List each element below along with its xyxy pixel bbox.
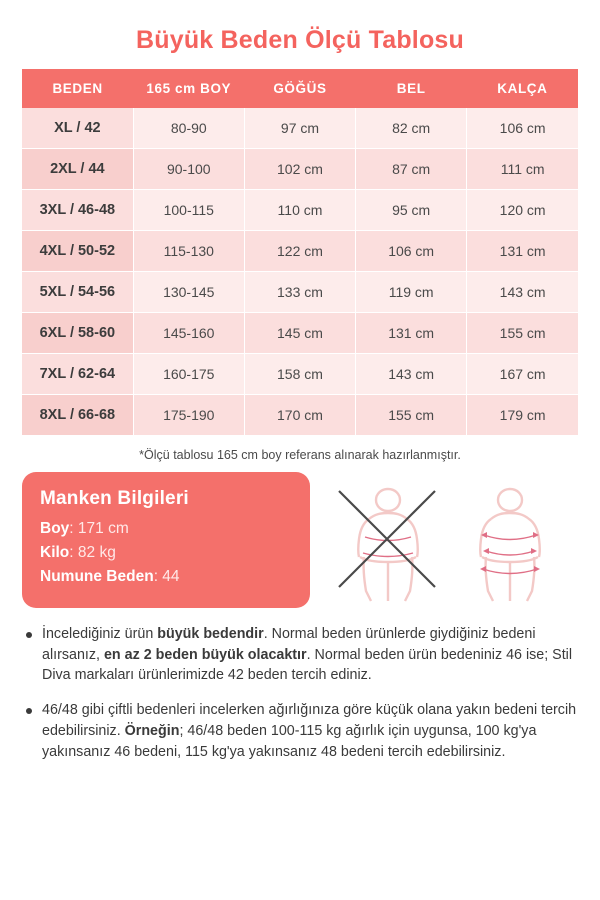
model-info-row — [40, 544, 292, 562]
model-info-row — [40, 568, 292, 586]
table-cell: 143 cm — [356, 354, 467, 395]
model-info-label: Numune Beden — [40, 568, 154, 585]
model-info-label: Boy — [40, 520, 70, 537]
table-cell: 111 cm — [467, 149, 578, 190]
table-cell-size: 6XL / 58-60 — [22, 313, 133, 354]
text-segment: ; 46/48 beden 100-115 kg ağırlık için uygunsa, 100 kg'ya yakınsanız 46 bedeni, 115 kg'ya yakınsanız 48 bedeni tercih edebilirsiniz. — [42, 722, 537, 760]
female-body-icon — [329, 475, 447, 605]
model-info-card — [22, 472, 310, 608]
table-header-cell: KALÇA — [467, 69, 578, 108]
info-bullet-list — [22, 624, 578, 762]
text-segment: büyük bedendir — [157, 626, 264, 642]
table-cell: 145 cm — [244, 313, 355, 354]
table-cell: 115-130 — [133, 231, 244, 272]
table-cell: 158 cm — [244, 354, 355, 395]
list-item-text — [42, 624, 578, 686]
table-cell-size: 2XL / 44 — [22, 149, 133, 190]
table-row — [22, 108, 578, 149]
model-info-value: : 171 cm — [69, 520, 129, 537]
bullet-dot-icon — [26, 708, 32, 714]
model-info-value: : 82 kg — [69, 544, 116, 561]
table-row — [22, 149, 578, 190]
table-note: *Ölçü tablosu 165 cm boy referans alınarak hazırlanmıştır. — [139, 448, 461, 462]
text-segment: Örneğin — [124, 722, 180, 739]
model-info-label: Kilo — [40, 544, 70, 561]
table-cell: 170 cm — [244, 395, 355, 436]
table-cell: 143 cm — [467, 272, 578, 313]
table-cell: 82 cm — [356, 108, 467, 149]
measurement-figures — [320, 472, 578, 608]
table-cell: 95 cm — [356, 190, 467, 231]
table-header-row — [22, 69, 578, 108]
table-cell: 87 cm — [356, 149, 467, 190]
table-cell-size: 7XL / 62-64 — [22, 354, 133, 395]
text-segment: 46/48 gibi çiftli bedenleri incelerken ağırlığınıza göre küçük olana yakın bedeni tercih edebilirsiniz. — [42, 702, 577, 739]
table-row — [22, 313, 578, 354]
size-table-head — [22, 69, 578, 108]
table-cell: 179 cm — [467, 395, 578, 436]
table-cell: 110 cm — [244, 190, 355, 231]
model-info-section — [22, 472, 578, 608]
table-cell-size: 3XL / 46-48 — [22, 190, 133, 231]
table-cell: 160-175 — [133, 354, 244, 395]
table-row — [22, 231, 578, 272]
bullet-dot-icon — [26, 632, 32, 638]
size-table-body — [22, 108, 578, 436]
page-title: Büyük Beden Ölçü Tablosu — [136, 26, 464, 54]
table-row — [22, 190, 578, 231]
table-cell: 122 cm — [244, 231, 355, 272]
table-cell-size: XL / 42 — [22, 108, 133, 149]
table-cell: 155 cm — [356, 395, 467, 436]
table-cell: 119 cm — [356, 272, 467, 313]
table-cell: 120 cm — [467, 190, 578, 231]
table-cell-size: 5XL / 54-56 — [22, 272, 133, 313]
table-cell: 155 cm — [467, 313, 578, 354]
list-item-text — [42, 700, 578, 762]
list-item — [26, 700, 578, 762]
table-row — [22, 354, 578, 395]
table-cell-size: 4XL / 50-52 — [22, 231, 133, 272]
table-row — [22, 395, 578, 436]
table-cell: 145-160 — [133, 313, 244, 354]
table-cell: 100-115 — [133, 190, 244, 231]
text-segment: İncelediğiniz ürün — [42, 626, 158, 642]
model-info-value: : 44 — [153, 568, 180, 585]
table-header-cell: BEL — [356, 69, 467, 108]
wrong-measurement-figure — [329, 475, 447, 605]
list-item — [26, 624, 578, 686]
table-cell: 90-100 — [133, 149, 244, 190]
text-segment: . Normal beden ürün bedeniniz 46 ise; Stil Diva markaları ürünlerimizde 42 beden tercih ediniz. — [42, 646, 573, 684]
table-cell: 133 cm — [244, 272, 355, 313]
text-segment: . Normal beden ürünlerde giydiğiniz bedeni alırsanız, — [42, 626, 536, 663]
correct-measurement-figure — [451, 475, 569, 605]
table-row — [22, 272, 578, 313]
table-header-cell: GÖĞÜS — [244, 69, 355, 108]
table-header-cell: BEDEN — [22, 69, 133, 108]
text-segment: en az 2 beden büyük olacaktır — [103, 646, 307, 663]
table-cell: 131 cm — [467, 231, 578, 272]
table-cell: 102 cm — [244, 149, 355, 190]
table-cell: 130-145 — [133, 272, 244, 313]
table-header-cell: 165 cm BOY — [133, 69, 244, 108]
table-cell: 97 cm — [244, 108, 355, 149]
table-cell-size: 8XL / 66-68 — [22, 395, 133, 436]
table-cell: 80-90 — [133, 108, 244, 149]
table-cell: 167 cm — [467, 354, 578, 395]
female-body-icon — [451, 475, 569, 605]
table-cell: 106 cm — [356, 231, 467, 272]
size-table — [22, 69, 578, 436]
table-cell: 175-190 — [133, 395, 244, 436]
model-info-row — [40, 520, 292, 538]
model-info-heading: Manken Bilgileri — [40, 488, 189, 509]
table-cell: 131 cm — [356, 313, 467, 354]
table-cell: 106 cm — [467, 108, 578, 149]
